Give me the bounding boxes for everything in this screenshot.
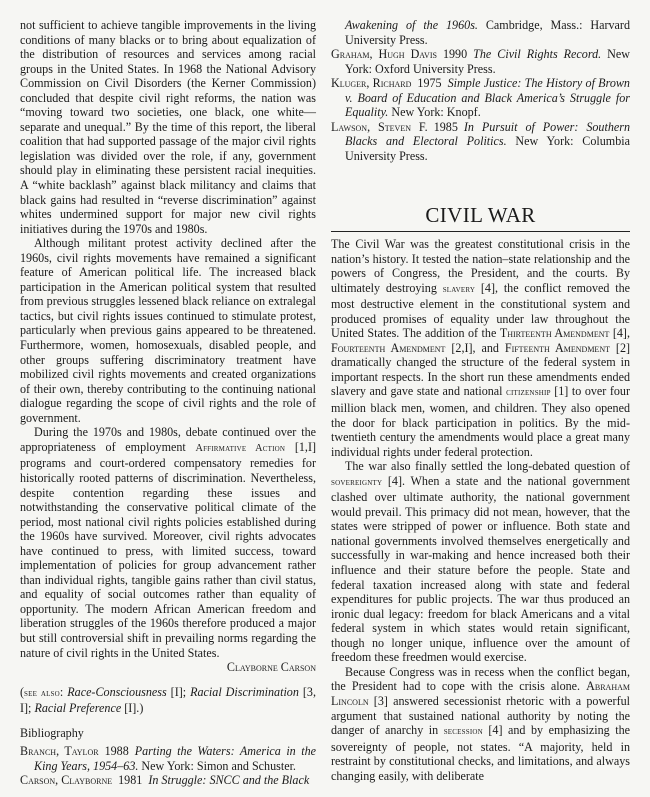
- volume-reference: [1,I]: [285, 439, 317, 454]
- bibliography-entry: [331, 76, 630, 120]
- bib-title-part: Awakening of the 1960s.: [345, 18, 478, 32]
- paragraph-text: The Civil War was the greatest constitutional crisis in the nation’s history. It tested the nation–state relationship and the powers of Congress, the President, and the courts. By ultimately destroying: [331, 237, 630, 295]
- body-paragraph: [20, 425, 316, 660]
- left-column: [20, 18, 316, 788]
- volume-reference: [I].): [121, 701, 144, 716]
- bib-year: 1985: [433, 119, 458, 134]
- bib-year: 1988: [104, 744, 129, 759]
- body-paragraph: Although militant protest activity declined after the 1960s, civil rights movements have remained a significant feature of American political life. The increased black participation in the American political system that resulted from previous struggles lessened black reliance on extralegal tactics, but civil rights issues continued to stimulate protest, particularly when previous gains appeared to be threatened. Furthermore, women, homosexuals, disabled people, and other groups suffering discriminatory treatment have mobilized civil rights movements and created organizations of their own, thereby contributing to the continuing national dialogue regarding the scope of civil rights and the role of government.: [20, 236, 316, 425]
- bib-author: Carson, Clayborne: [20, 773, 113, 788]
- bibliography-entry: [331, 120, 630, 164]
- cross-reference-link[interactable]: Fourteenth Amendment: [331, 340, 446, 355]
- bib-author: Lawson, Steven F.: [331, 119, 428, 134]
- cross-reference-link[interactable]: sovereignty: [331, 476, 383, 488]
- volume-reference: [3]: [368, 693, 388, 708]
- volume-reference: [4],: [609, 326, 630, 341]
- bib-title: The Civil Rights Record.: [473, 47, 602, 62]
- paren: (: [20, 684, 25, 699]
- article-title: CIVIL WAR: [425, 203, 536, 227]
- author-signature: Clayborne Carson: [226, 660, 316, 675]
- paragraph-text: , the conflict removed the most destructive element in the constitutional system and produced promises of equality under law throughout the United States. The addition of the: [331, 280, 631, 341]
- see-also-note: [20, 685, 316, 716]
- cross-reference-link[interactable]: slavery: [442, 283, 476, 295]
- volume-reference: [I];: [166, 684, 191, 699]
- title-rule-divider: [331, 231, 630, 232]
- paragraph-text: answered secessionist rhetoric with a powerful argument that sustained national authority by noting the danger of anarchy in: [331, 693, 631, 738]
- bib-author: Branch, Taylor: [20, 744, 99, 759]
- bibliography-entry: [20, 744, 316, 773]
- volume-reference: [2]: [610, 340, 631, 355]
- bib-year: 1981: [118, 773, 143, 788]
- bib-publisher: New York: Oxford University Press.: [345, 47, 630, 76]
- volume-reference: [3, I];: [20, 684, 316, 716]
- bib-publisher: Cambridge, Mass.: Harvard University Press.: [345, 18, 630, 47]
- bibliography-entry: [20, 773, 316, 788]
- bib-title: Parting the Waters: America in the King Years, 1954–63.: [34, 744, 316, 773]
- cross-reference-link[interactable]: Thirteenth Amendment: [499, 326, 610, 341]
- bib-publisher: New York: Simon and Schuster.: [141, 758, 296, 773]
- see-also-label: see also: [24, 687, 60, 699]
- bib-author: Graham, Hugh Davis: [331, 47, 437, 62]
- cross-reference-link[interactable]: secession: [443, 726, 483, 738]
- article-body: [331, 237, 630, 783]
- bib-year: 1990: [442, 47, 468, 62]
- bibliography-heading: Bibliography: [20, 725, 84, 740]
- volume-reference: [4]: [382, 473, 402, 488]
- body-paragraph: [331, 237, 630, 459]
- volume-reference: [2,I], and: [445, 340, 505, 355]
- bib-title-part: In Struggle: SNCC and the Black: [148, 773, 310, 788]
- colon: :: [59, 684, 68, 699]
- cross-reference-link[interactable]: citizenship: [506, 387, 551, 399]
- paragraph-text: Because Congress was in recess when the conflict began, the President had to cope with the crisis alone.: [331, 664, 630, 694]
- volume-reference: [1]: [550, 384, 569, 399]
- see-also-link[interactable]: Racial Preference: [34, 701, 122, 716]
- cross-reference-link[interactable]: Fifteenth Amendment: [504, 340, 610, 355]
- paragraph-text: The war also finally settled the long-debated question of: [345, 459, 630, 474]
- see-also-link[interactable]: Racial Discrimination: [190, 684, 299, 699]
- paragraph-text: to over four million black men, women, and children. They also opened the door for black participation in politics. By the mid-twentieth century the amendments would place a great many individual rights under federal protection.: [331, 384, 631, 459]
- bib-title: In Pursuit of Power: Southern Blacks and Electoral Politics.: [345, 119, 630, 149]
- paragraph-text: . When a state and the national government clashed over ultimate authority, the national government would prevail. This primacy did not mean, however, that the states were stripped of power or influence. Both state and national governments involved themselves energetically and successfully in war-making and hence increased both their influence and their stature before the people. State and federal taxation increased along with state and federal expenditures for public projects. The war thus produced an ironic dual legacy: freedom for black Americans and a vital federal system in which states would retain significant, though no longer unique, influence over the amount of freedom these freedmen would exercise.: [331, 473, 630, 665]
- cross-reference-link[interactable]: Abraham Lincoln: [331, 679, 630, 708]
- see-also-link[interactable]: Race-Consciousness: [67, 684, 167, 699]
- bib-author: Kluger, Richard: [331, 76, 412, 91]
- bibliography-entry: [331, 47, 630, 76]
- body-paragraph: [331, 459, 630, 665]
- body-paragraph: [331, 665, 630, 783]
- bib-publisher: New York: Columbia University Press.: [345, 134, 630, 163]
- body-paragraph: not sufficient to achieve tangible improvements in the living conditions of many blacks or to bring about equalization of the distribution of resources and services among racial groups in the United States. In 1968 the National Advisory Commission on Civil Disorders (the Kerner Commission) concluded that despite civil right reforms, the nation was “moving toward two societies, one black, one white—separate and unequal.” By the time of this report, the liberal coalition that had supported passage of the major civil rights legislation was divided over the role, if any, government should play in eliminating these persistent racial inequities. A “white backlash” against black militancy and claims that black gains had resulted in “reverse discrimination” against whites undermined support for major new civil rights initiatives during the 1970s and 1980s.: [20, 18, 316, 236]
- paragraph-text: dramatically changed the structure of the federal system in important respects. In the short run these amendments ended slavery and gave state and national: [331, 355, 630, 399]
- bib-publisher: New York: Knopf.: [391, 105, 481, 120]
- volume-reference: [4]: [482, 723, 503, 738]
- right-column: [331, 18, 630, 163]
- bib-title: Simple Justice: The History of Brown v. Board of Education and Black America’s Struggle for Equality.: [345, 76, 630, 120]
- cross-reference-link[interactable]: Affirmative Action: [195, 442, 286, 454]
- paragraph-text: and by emphasizing the sovereignty of people, not states. “A majority, held in restraint by constitutional checks, and limitations, and always changing easily, with deliberate: [331, 723, 631, 783]
- bibliography-entry-continued: [331, 18, 630, 47]
- paragraph-text: During the 1970s and 1980s, debate continued over the appropriateness of employment: [20, 425, 316, 454]
- bib-year: 1975: [417, 76, 442, 91]
- volume-reference: [4]: [475, 280, 495, 295]
- paragraph-text: programs and court-ordered compensatory remedies for historically rooted patterns of discrimination. Nevertheless, despite contention regarding these issues and notwithstanding the conservative political climate of the period, most national civil rights policies established during the 1960s have survived. Moreover, civil rights advocates have continued to press, with limited success, toward implementation of policies for group advancement rather than individual rights, tangible gains rather than civil status, and equality of social outcomes rather than equality of opportunity. The modern African American freedom and liberation struggles of the 1960s therefore produced a major but still controversial shift in prevailing norms regarding the nature of civil rights in the United States.: [20, 456, 316, 660]
